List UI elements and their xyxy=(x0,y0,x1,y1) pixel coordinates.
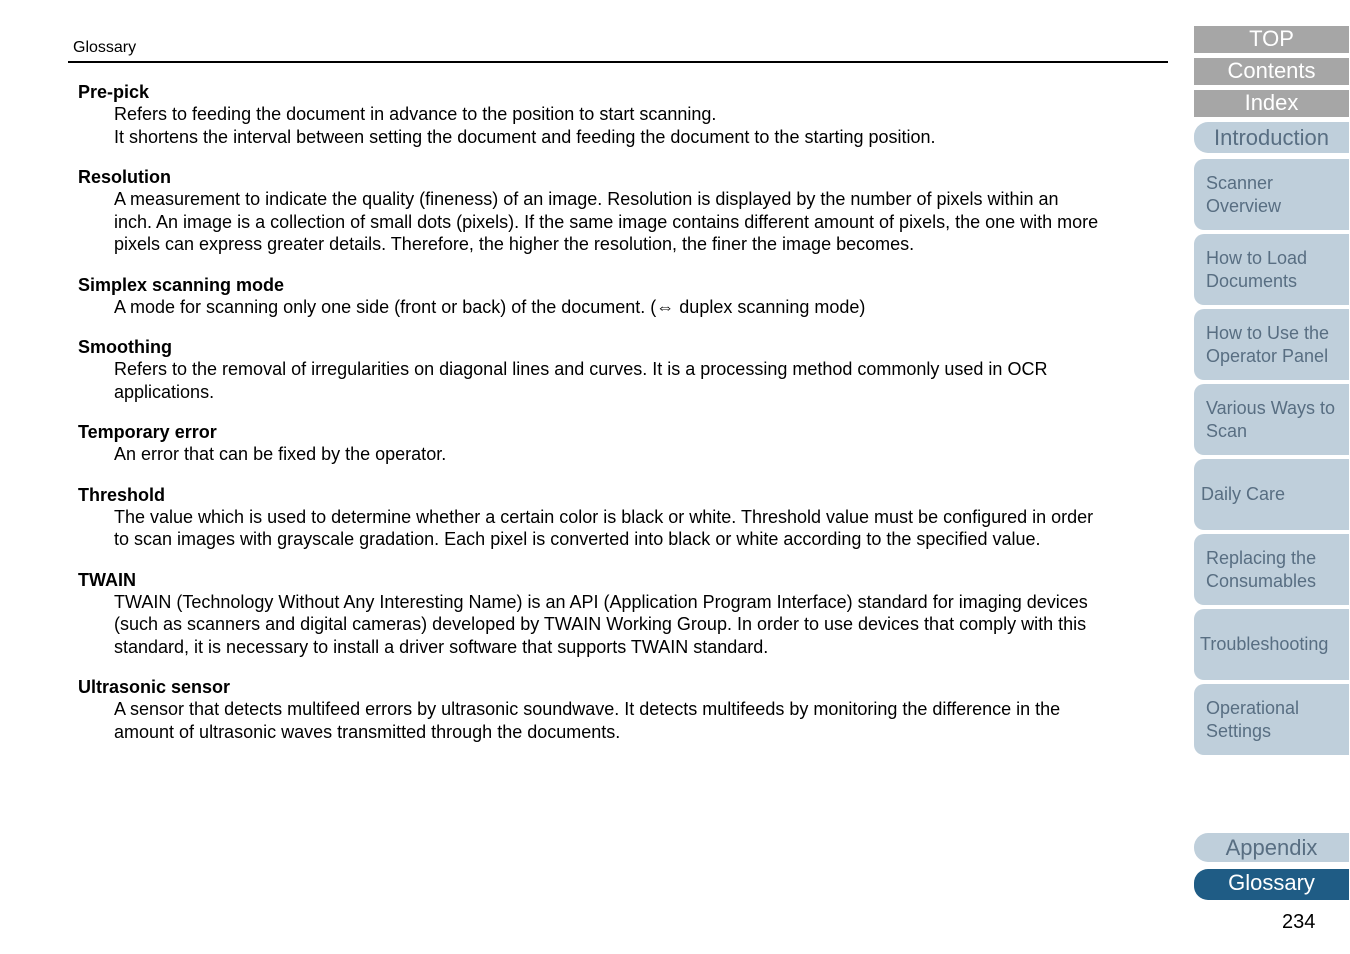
glossary-term: Resolution xyxy=(78,167,171,187)
glossary-term: Smoothing xyxy=(78,337,172,357)
definition-line: inch. An image is a collection of small dots (pixels). If the same image contains different amount of pixels, the one with more xyxy=(114,211,1099,232)
nav-chapter-label: Scan xyxy=(1206,420,1248,441)
glossary-term: Pre-pick xyxy=(78,82,150,102)
glossary-entries xyxy=(78,81,1158,761)
header-divider xyxy=(68,61,1168,63)
nav-chapter-label: Various Ways to xyxy=(1206,398,1336,418)
glossary-term: Ultrasonic sensor xyxy=(78,677,231,697)
definition-line: pixels can express greater details. Therefore, the higher the resolution, the finer the image becomes. xyxy=(114,234,915,254)
header-section-label: Glossary xyxy=(73,39,137,56)
nav-chapter-label: How to Use the xyxy=(1206,323,1330,343)
glossary-entry xyxy=(78,336,1158,403)
definition-line: TWAIN (Technology Without Any Interesting Name) is an API (Application Program Interface) standard for imaging devices xyxy=(114,591,1088,612)
glossary-definition xyxy=(114,506,1158,551)
nav-chapter-label: Daily Care xyxy=(1201,484,1286,505)
nav-chapter-label: Operator Panel xyxy=(1206,345,1329,366)
definition-line: standard, it is necessary to install a driver software that supports TWAIN standard. xyxy=(114,636,769,657)
definition-line: A sensor that detects multifeed errors by ultrasonic soundwave. It detects multifeeds by monitoring the difference in the xyxy=(114,699,1061,719)
nav-chapter-label: Operational xyxy=(1206,698,1300,718)
nav-top-button[interactable]: TOP xyxy=(1194,26,1349,53)
glossary-entry xyxy=(78,274,1158,319)
glossary-term: Simplex scanning mode xyxy=(78,274,285,295)
glossary-term: TWAIN xyxy=(78,569,136,590)
nav-chapter-label: Troubleshooting xyxy=(1200,634,1329,655)
definition-line: to scan images with grayscale gradation. Each pixel is converted into black or white according to the specified value. xyxy=(114,529,1041,549)
glossary-definition xyxy=(114,296,1158,319)
definition-line: A measurement to indicate the quality (fineness) of an image. Resolution is displayed by the number of pixels within an xyxy=(114,189,1059,209)
definition-line: An error that can be fixed by the operator. xyxy=(114,444,447,464)
nav-introduction-button[interactable]: Introduction xyxy=(1194,122,1349,153)
nav-chapter-consumables[interactable] xyxy=(1194,534,1349,605)
nav-chapter-label: Replacing the xyxy=(1206,548,1317,568)
glossary-entry xyxy=(78,81,1158,148)
definition-line: Refers to feeding the document in advance to the position to start scanning. xyxy=(114,104,717,124)
definition-line: Refers to the removal of irregularities on diagonal lines and curves. It is a processing method commonly used in OCR xyxy=(114,359,1048,379)
nav-contents-button[interactable]: Contents xyxy=(1194,58,1349,85)
nav-chapter-label: Documents xyxy=(1206,270,1298,291)
glossary-entry xyxy=(78,484,1158,551)
nav-chapter-load-documents[interactable] xyxy=(1194,234,1349,305)
glossary-definition xyxy=(114,443,1158,466)
definition-line: It shortens the interval between setting the document and feeding the document to the starting position. xyxy=(114,126,936,147)
nav-chapter-label: Overview xyxy=(1206,195,1282,216)
nav-chapter-label: Consumables xyxy=(1206,570,1317,591)
definition-line: The value which is used to determine whether a certain color is black or white. Threshold value must be configured in order xyxy=(114,506,1094,527)
glossary-entry xyxy=(78,421,1158,466)
glossary-definition xyxy=(114,591,1158,659)
nav-chapter-troubleshooting[interactable] xyxy=(1194,609,1349,680)
glossary-definition xyxy=(114,698,1158,743)
nav-chapter-operational-settings[interactable] xyxy=(1194,684,1349,755)
nav-chapter-label: How to Load xyxy=(1206,248,1308,268)
glossary-entry xyxy=(78,166,1158,256)
glossary-definition xyxy=(114,103,1158,148)
glossary-term: Threshold xyxy=(78,484,166,505)
nav-chapter-ways-to-scan[interactable] xyxy=(1194,384,1349,455)
nav-appendix-button[interactable]: Appendix xyxy=(1194,833,1349,862)
definition-line: amount of ultrasonic waves transmitted through the documents. xyxy=(114,721,621,742)
definition-line: (such as scanners and digital cameras) developed by TWAIN Working Group. In order to use devices that comply with this xyxy=(114,614,1087,634)
definition-line: A mode for scanning only one side (front or back) of the document. (⇔ duplex scanning mode) xyxy=(114,296,866,317)
nav-chapter-daily-care[interactable] xyxy=(1194,459,1349,530)
glossary-entry xyxy=(78,676,1158,743)
definition-line: applications. xyxy=(114,381,215,402)
nav-chapter-scanner-overview[interactable] xyxy=(1194,159,1349,230)
glossary-term: Temporary error xyxy=(78,422,217,442)
glossary-definition xyxy=(114,188,1158,256)
glossary-entry xyxy=(78,569,1158,659)
nav-glossary-button[interactable]: Glossary xyxy=(1194,869,1349,900)
glossary-definition xyxy=(114,358,1158,403)
nav-chapter-label: Scanner xyxy=(1206,173,1274,193)
nav-chapter-label: Settings xyxy=(1206,720,1272,741)
nav-chapter-operator-panel[interactable] xyxy=(1194,309,1349,380)
page-number: 234 xyxy=(1282,911,1316,933)
nav-index-button[interactable]: Index xyxy=(1194,90,1349,117)
